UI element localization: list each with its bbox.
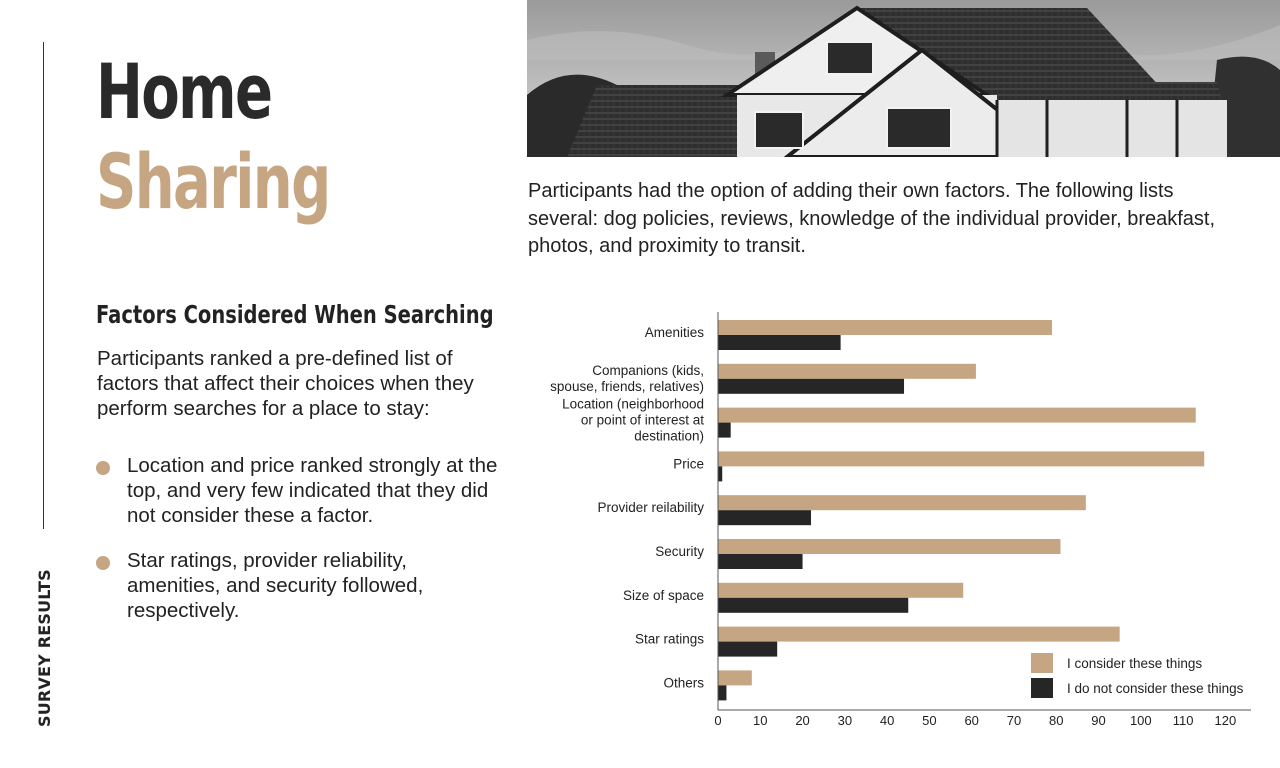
category-label: Others [663, 675, 704, 691]
x-tick-label: 80 [1049, 713, 1064, 728]
bar-not-consider [718, 685, 726, 700]
bar-not-consider [718, 379, 904, 394]
bullet-text: Star ratings, provider reliability, amenities, and security followed, respectively. [127, 549, 424, 622]
bar-consider [718, 627, 1120, 642]
factors-bar-chart [520, 300, 1260, 740]
section-heading: Factors Considered When Searching [96, 300, 494, 329]
bullet-list [96, 453, 506, 643]
category-label: Price [673, 456, 704, 472]
sidebar-label: SURVEY RESULTS [35, 569, 54, 727]
category-label: Amenities [644, 325, 704, 340]
bar-consider [718, 320, 1052, 335]
bar-not-consider [718, 423, 731, 438]
x-tick-label: 10 [753, 713, 768, 728]
x-tick-label: 110 [1172, 713, 1194, 728]
bar-not-consider [718, 466, 722, 481]
bar-consider [718, 495, 1086, 510]
bar-not-consider [718, 598, 908, 613]
bar-not-consider [718, 554, 803, 569]
bar-consider [718, 539, 1060, 554]
category-label: Provider reilability [597, 500, 704, 516]
bar-consider [718, 451, 1204, 466]
bar-consider [718, 408, 1196, 423]
x-tick-label: 20 [795, 713, 810, 728]
category-label: Star ratings [634, 631, 704, 647]
bar-not-consider [718, 335, 841, 350]
bar-consider [718, 364, 976, 379]
x-tick-label: 50 [922, 713, 937, 728]
page-title-line-1: Home [96, 47, 272, 136]
legend-swatch [1031, 653, 1053, 673]
bar-consider [718, 583, 963, 598]
bullet-item [96, 548, 506, 623]
x-tick-label: 60 [964, 713, 979, 728]
category-label: Size of space [622, 587, 704, 603]
category-label: Security [655, 544, 704, 559]
x-tick-label: 120 [1214, 713, 1237, 728]
bar-not-consider [718, 510, 811, 525]
sidebar-divider [43, 42, 44, 529]
x-tick-label: 0 [714, 713, 722, 728]
bar-consider [718, 670, 752, 685]
bullet-item [96, 453, 506, 528]
category-label: Companions (kids, spouse, friends, relatives) [550, 362, 704, 394]
legend-label: I consider these things [1067, 656, 1203, 671]
intro-paragraph: Participants ranked a pre-defined list of factors that affect their choices when they perform searches for a place to stay: [97, 347, 474, 420]
category-label: Location (neighborhood or point of interest at destination) [562, 396, 704, 444]
bullet-dot-icon [96, 556, 110, 570]
house-photo [527, 0, 1280, 157]
x-tick-label: 90 [1091, 713, 1106, 728]
caption-paragraph: Participants had the option of adding their own factors. The following lists several: dog policies, reviews, knowledge of the individual provider, breakfast, photos, and proximity to transit. [528, 180, 1216, 257]
bar-not-consider [718, 642, 777, 657]
x-tick-label: 100 [1129, 713, 1152, 728]
bullet-text: Location and price ranked strongly at the top, and very few indicated that they did not consider these a factor. [127, 454, 498, 527]
bullet-dot-icon [96, 461, 110, 475]
x-tick-label: 40 [879, 713, 895, 728]
x-tick-label: 30 [837, 713, 853, 728]
legend-swatch [1031, 678, 1053, 698]
page-title-line-2: Sharing [96, 137, 330, 226]
legend-label: I do not consider these things [1067, 681, 1244, 696]
x-tick-label: 70 [1006, 713, 1022, 728]
